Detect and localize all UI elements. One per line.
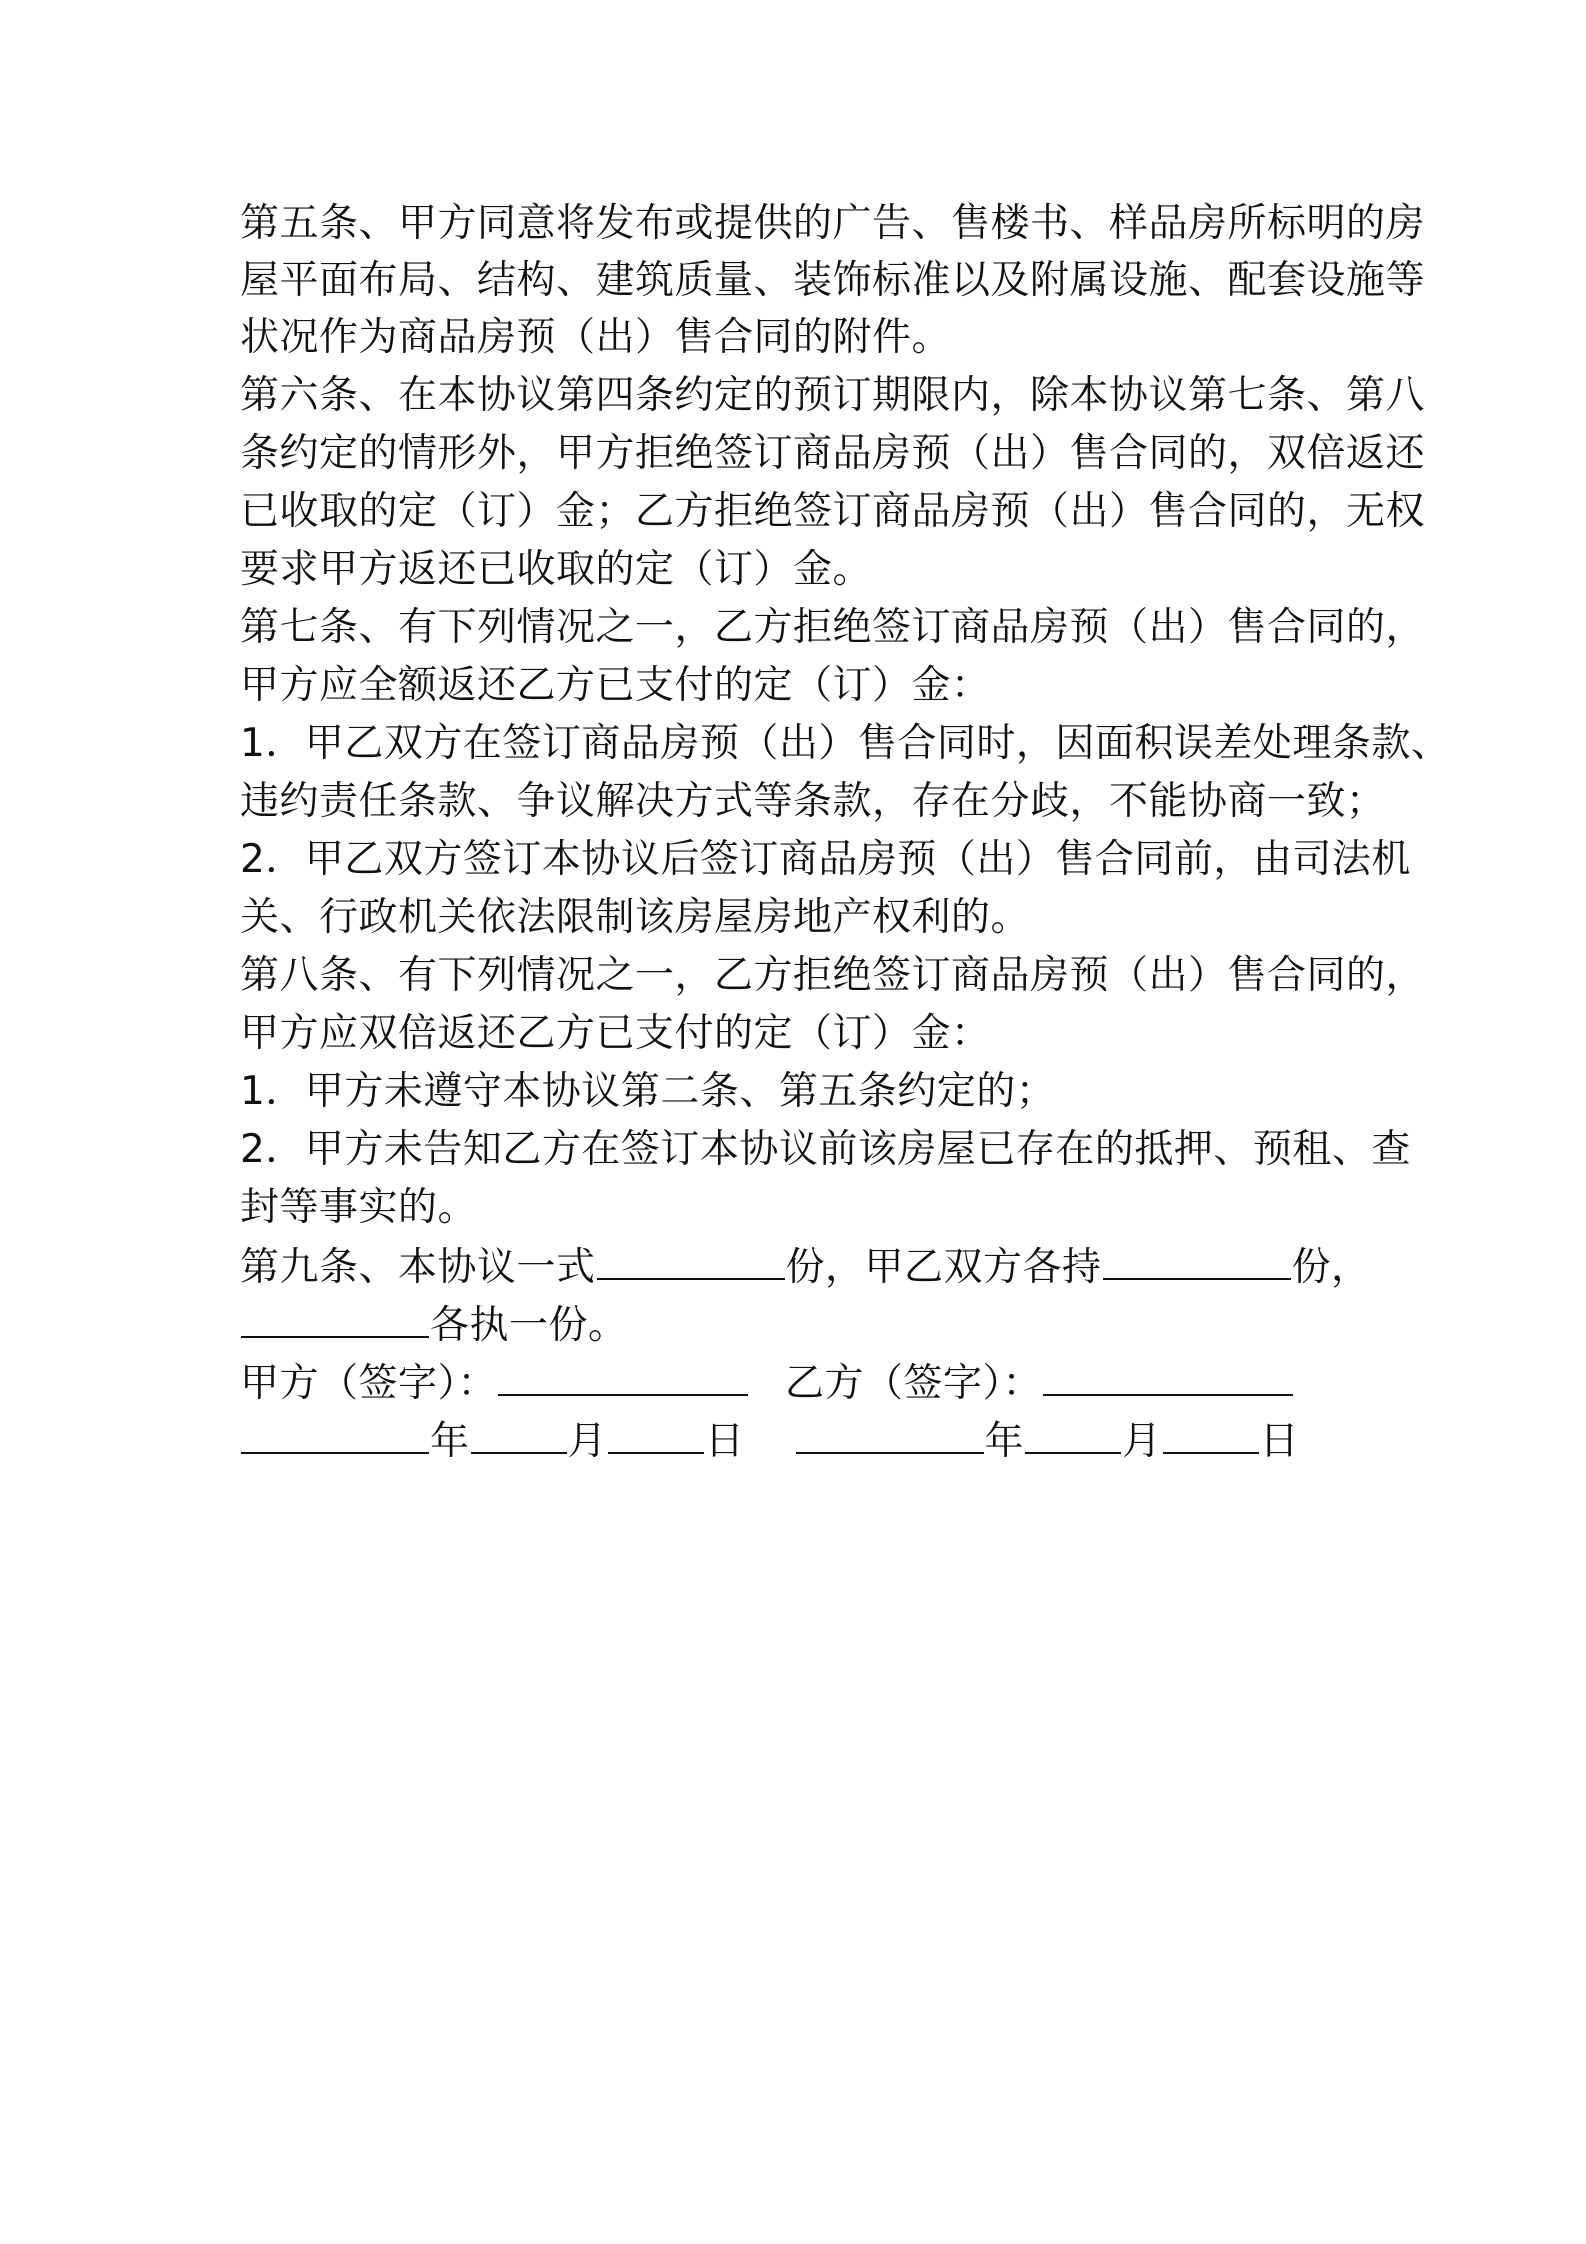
text-line: 2．甲方未告知乙方在签订本协议前该房屋已存在的抵押、预租、查 (240, 1127, 1411, 1172)
month-label: 月 (567, 1419, 608, 1464)
party-a-signature-label: 甲方（签字）： (240, 1361, 498, 1406)
day-label: 日 (705, 1419, 745, 1464)
text-line: 1．甲乙双方在签订商品房预（出）售合同时，因面积误差处理条款、 (240, 721, 1451, 766)
party-a-signature-blank[interactable] (498, 1354, 748, 1396)
text-line: 封等事实的。 (240, 1185, 478, 1230)
year-label: 年 (430, 1419, 470, 1464)
party-b-day-blank[interactable] (1163, 1412, 1259, 1454)
text-line: 第八条、有下列情况之一，乙方拒绝签订商品房预（出）售合同的， (240, 953, 1426, 998)
text-line: 1．甲方未遵守本协议第二条、第五条约定的； (240, 1069, 1056, 1114)
article-9-line-2 (240, 1296, 628, 1352)
text-line: 第五条、甲方同意将发布或提供的广告、售楼书、样品房所标明的房 (240, 201, 1426, 246)
copies-each-blank[interactable] (1103, 1238, 1291, 1280)
party-b-month-blank[interactable] (1025, 1412, 1121, 1454)
text-line: 违约责任条款、争议解决方式等条款，存在分歧，不能协商一致； (240, 779, 1386, 824)
text-line: 甲方应双倍返还乙方已支付的定（订）金： (240, 1011, 991, 1056)
text-line: 状况作为商品房预（出）售合同的附件。 (240, 315, 952, 360)
copies-holder-blank[interactable] (241, 1296, 429, 1338)
text-line: 屋平面布局、结构、建筑质量、装饰标准以及附属设施、配套设施等 (240, 258, 1426, 303)
text-line: 第六条、在本协议第四条约定的预订期限内，除本协议第七条、第八 (240, 373, 1426, 418)
party-b-signature-label: 乙方（签字）： (785, 1361, 1043, 1406)
text-line: 关、行政机关依法限制该房屋房地产权利的。 (240, 895, 1031, 940)
month-label: 月 (1122, 1419, 1162, 1464)
text-line: 2．甲乙双方签订本协议后签订商品房预（出）售合同前，由司法机 (240, 837, 1411, 882)
article-9-text: 第九条、本协议一式 (240, 1245, 596, 1290)
text-line: 甲方应全额返还乙方已支付的定（订）金： (240, 663, 991, 708)
party-a-month-blank[interactable] (471, 1412, 567, 1454)
party-b-year-blank[interactable] (796, 1412, 984, 1454)
article-9-text: 份，甲乙双方各持 (785, 1245, 1102, 1290)
text-line: 要求甲方返还已收取的定（订）金。 (240, 547, 873, 592)
party-a-year-blank[interactable] (241, 1412, 429, 1454)
text-line: 条约定的情形外，甲方拒绝签订商品房预（出）售合同的，双倍返还 (240, 431, 1426, 476)
article-9-text: 各执一份。 (430, 1303, 628, 1348)
signature-line (240, 1354, 1294, 1410)
text-line: 已收取的定（订）金；乙方拒绝签订商品房预（出）售合同的，无权 (240, 489, 1426, 534)
text-line: 第七条、有下列情况之一，乙方拒绝签订商品房预（出）售合同的， (240, 605, 1426, 650)
copies-total-blank[interactable] (597, 1238, 785, 1280)
party-a-day-blank[interactable] (608, 1412, 704, 1454)
article-9-line-1 (240, 1238, 1371, 1294)
day-label: 日 (1259, 1419, 1300, 1464)
date-line (240, 1412, 1299, 1468)
party-b-signature-blank[interactable] (1043, 1354, 1293, 1396)
article-9-text: 份， (1291, 1245, 1371, 1290)
year-label: 年 (984, 1419, 1025, 1464)
